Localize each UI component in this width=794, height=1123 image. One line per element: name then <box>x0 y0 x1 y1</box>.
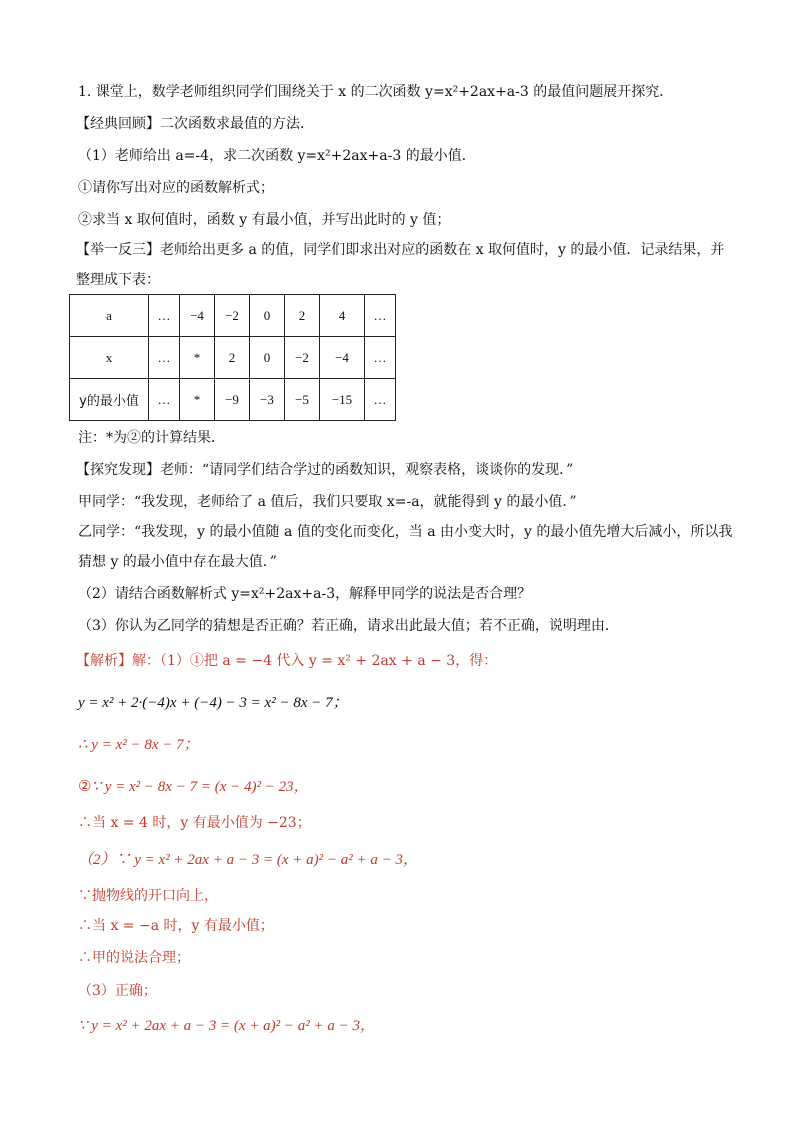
table-cell: … <box>365 337 396 379</box>
table-cell: −2 <box>285 337 320 379</box>
discover-student-a: 甲同学：“我发现，老师给了 a 值后，我们只要取 x=-a，就能得到 y 的最小值．” <box>78 494 577 510</box>
table-cell: … <box>365 295 396 337</box>
extend-paragraph-line-1: 【举一反三】老师给出更多 a 的值，同学们即求出对应的函数在 x 取何值时，y 的最小值．记录结果，并 <box>76 242 725 258</box>
table-cell: 2 <box>285 295 320 337</box>
analysis-tag: 【解析】 <box>76 653 132 669</box>
table-cell: −9 <box>215 379 250 421</box>
table-row-a <box>70 295 396 337</box>
solution-a-reasonable: ∴甲的说法合理； <box>78 950 190 966</box>
solution-equation-3 <box>78 777 309 797</box>
question-2: （2）请结合函数解析式 y=x²+2ax+a-3，解释甲同学的说法是否合理？ <box>78 586 532 602</box>
table-cell: −2 <box>215 295 250 337</box>
table-cell: 4 <box>320 295 365 337</box>
table-cell: −3 <box>250 379 285 421</box>
table-cell: * <box>180 337 215 379</box>
table-row-y-min <box>70 379 396 421</box>
table-cell: … <box>149 295 180 337</box>
solution-line-1 <box>76 651 497 671</box>
table-row-x <box>70 337 396 379</box>
extend-paragraph-line-2: 整理成下表： <box>76 272 160 288</box>
table-cell: −5 <box>285 379 320 421</box>
table-cell: a <box>70 295 149 337</box>
discover-student-b-line-2: 猜想 y 的最小值中存在最大值．” <box>78 554 277 570</box>
table-cell: 2 <box>215 337 250 379</box>
table-cell: −4 <box>320 337 365 379</box>
table-cell: … <box>149 379 180 421</box>
solution-minimum: ∴当 x = 4 时，y 有最小值为 −23； <box>78 815 311 831</box>
solution-part-3: （3）正确； <box>78 983 157 999</box>
vertex-form: ∵ y = x² − 8x − 7 = (x − 4)² − 23， <box>91 779 309 795</box>
solution-part-2: （2）∵ y = x² + 2ax + a − 3 = (x + a)² − a² + a − 3， <box>78 852 418 868</box>
question-1-part-1: ①请你写出对应的函数解析式； <box>78 180 274 196</box>
table-cell: … <box>365 379 396 421</box>
table-cell: … <box>149 337 180 379</box>
table-note: 注：*为②的计算结果． <box>78 430 225 446</box>
table-cell: y的最小值 <box>70 379 149 421</box>
problem-intro: 1. 课堂上，数学老师组织同学们围绕关于 x 的二次函数 y=x²+2ax+a-3 的最值问题展开探究． <box>78 84 674 100</box>
review-heading: 【经典回顾】二次函数求最值的方法． <box>76 116 314 132</box>
values-table <box>69 294 396 421</box>
discover-teacher: 【探究发现】老师：“请同学们结合学过的函数知识，观察表格，谈谈你的发现．” <box>76 462 574 478</box>
discover-student-b-line-1: 乙同学：“我发现，y 的最小值随 a 值的变化而变化，当 a 由小变大时，y 的最小值先增大后减小，所以我 <box>78 524 733 540</box>
circled-2-mark: ② <box>78 779 92 795</box>
question-1-part-2: ②求当 x 取何值时，函数 y 有最小值，并写出此时的 y 值； <box>78 212 451 228</box>
solution-min-at-neg-a: ∴当 x = −a 时，y 有最小值； <box>78 918 274 934</box>
table-cell: x <box>70 337 149 379</box>
solution-part-3-equation: ∵ y = x² + 2ax + a − 3 = (x + a)² − a² + a − 3， <box>78 1018 376 1034</box>
solution-intro: 解：（1）①把 a = −4 代入 y = x² + 2ax + a − 3，得： <box>132 653 498 669</box>
table-cell: * <box>180 379 215 421</box>
table-cell: 0 <box>250 337 285 379</box>
solution-parabola-opens-up: ∵抛物线的开口向上， <box>78 888 218 904</box>
table-cell: −4 <box>180 295 215 337</box>
question-3: （3）你认为乙同学的猜想是否正确？若正确，请求出此最大值；若不正确，说明理由． <box>78 618 619 634</box>
table-cell: −15 <box>320 379 365 421</box>
question-1: （1）老师给出 a=-4，求二次函数 y=x²+2ax+a-3 的最小值． <box>78 148 476 164</box>
solution-equation-1: y = x² + 2·(−4)x + (−4) − 3 = x² − 8x − 7； <box>78 695 348 711</box>
table-cell: 0 <box>250 295 285 337</box>
solution-equation-2: ∴ y = x² − 8x − 7； <box>78 737 199 753</box>
